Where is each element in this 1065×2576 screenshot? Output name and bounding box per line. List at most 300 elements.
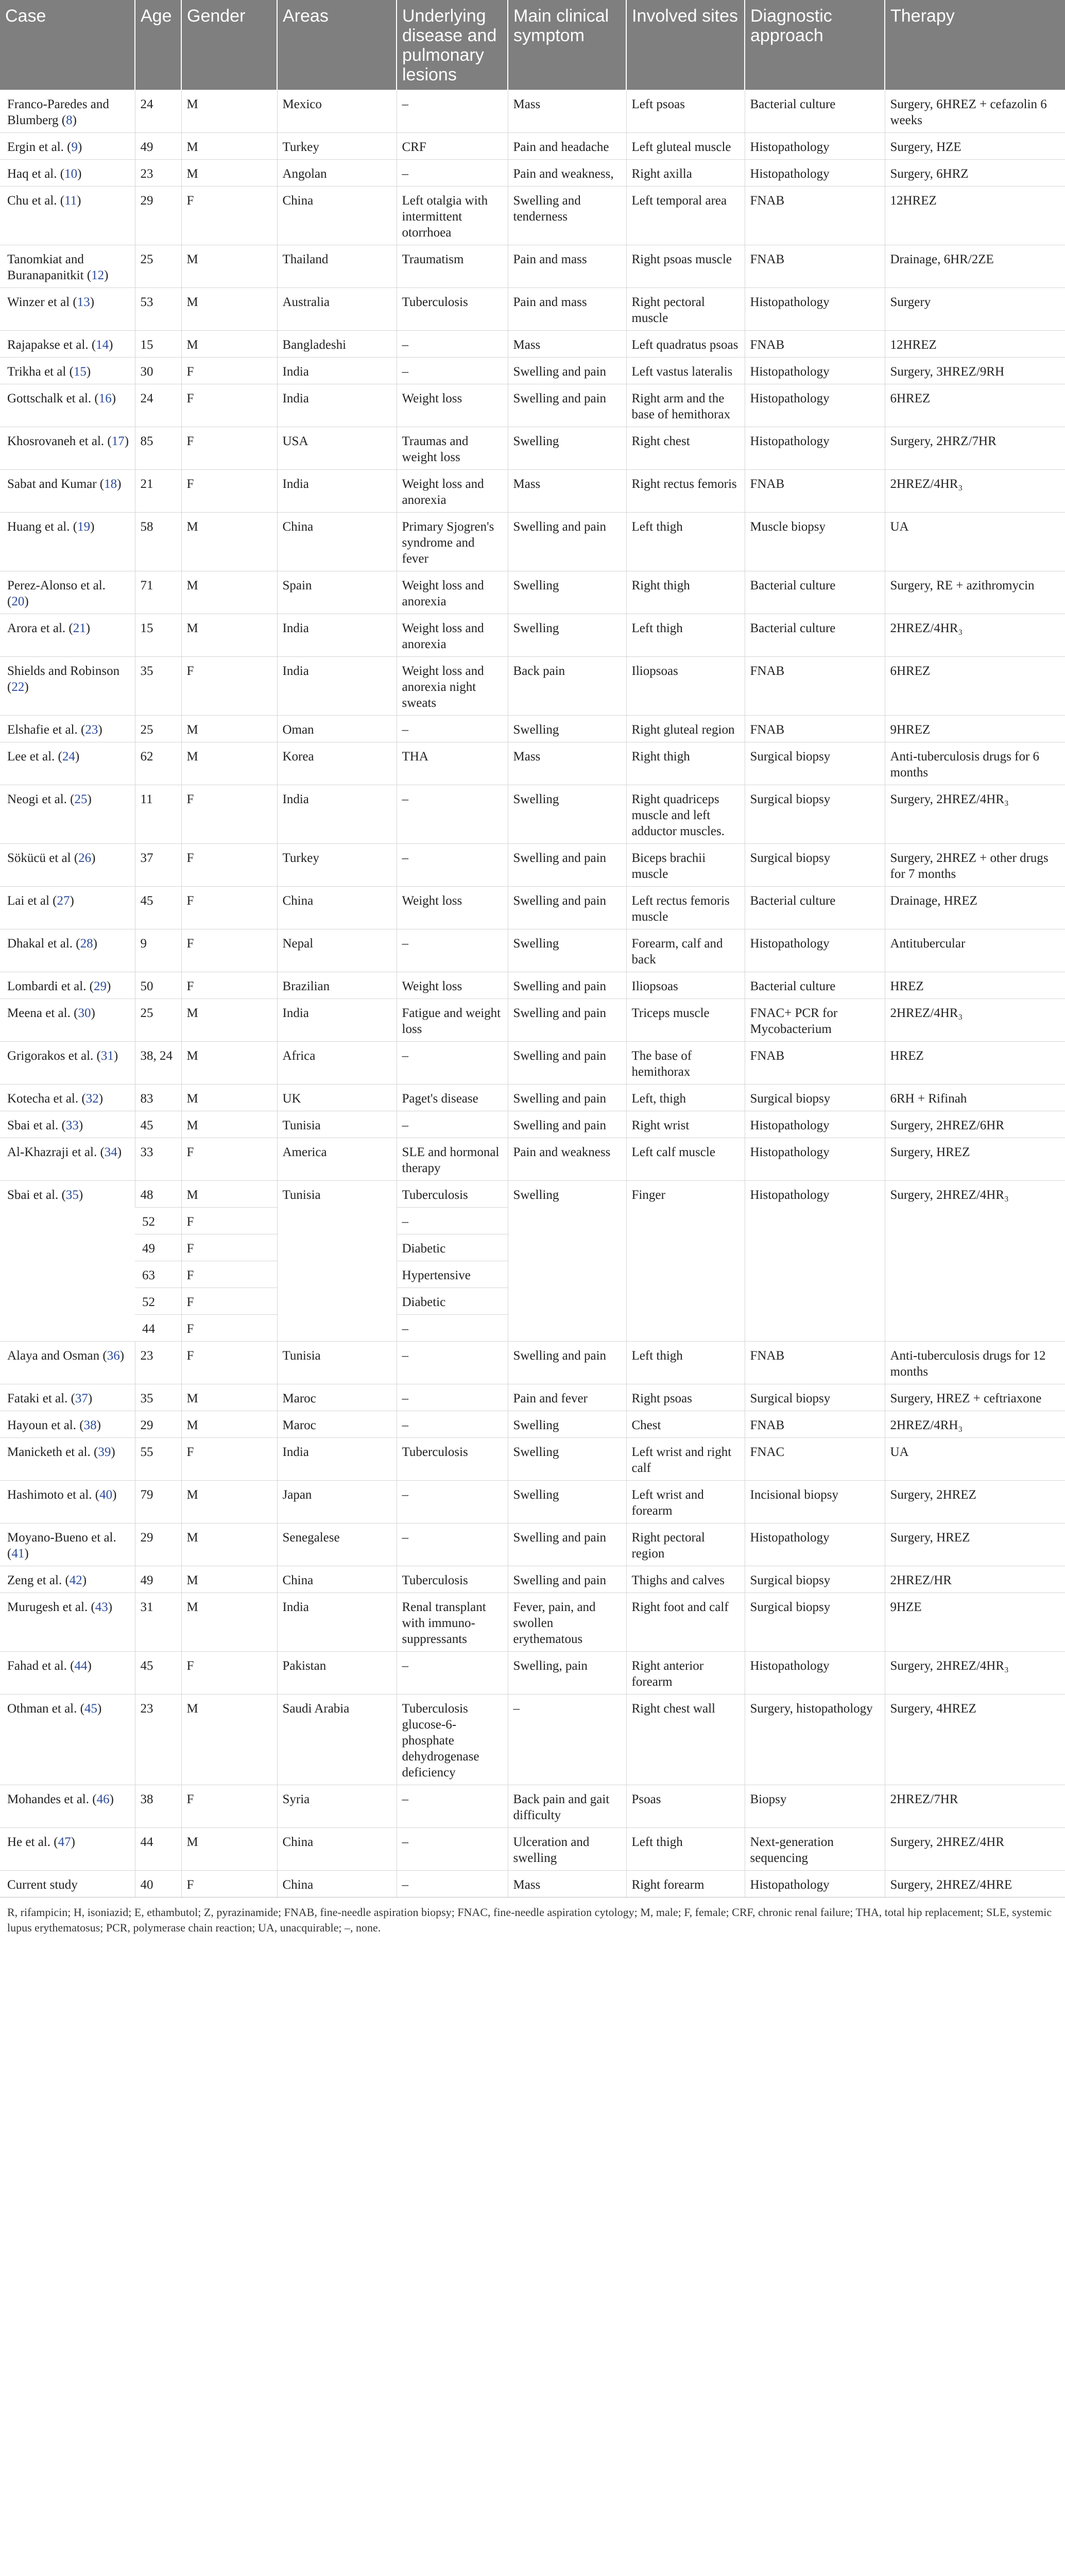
table-row [0, 1785, 1065, 1828]
cell-therapy: Surgery, 2HREZ + other drugs for 7 months [885, 844, 1065, 887]
cell-age: 45 [135, 1652, 181, 1694]
table-row [0, 1084, 1065, 1111]
cell-areas: Pakistan [277, 1652, 397, 1694]
cell-areas: Tunisia [277, 1111, 397, 1138]
case-author-end: ) [90, 520, 95, 534]
cell-therapy: Surgery, 3HREZ/9RH [885, 358, 1065, 384]
case-author: Sökücü et al ( [7, 851, 79, 865]
cell-symptom: Swelling [508, 785, 626, 844]
cell-symptom: Swelling and pain [508, 513, 626, 571]
cell-therapy: Surgery, HREZ + ceftriaxone [885, 1384, 1065, 1411]
cell-sites: Triceps muscle [626, 999, 745, 1042]
cell-areas: Maroc [277, 1411, 397, 1438]
cell-gender: M [181, 1181, 277, 1208]
cell-underlying: – [397, 1315, 508, 1342]
table-row [0, 1481, 1065, 1523]
cell-symptom: Swelling and pain [508, 972, 626, 999]
table-row [0, 1138, 1065, 1181]
cell-therapy: Antitubercular [885, 929, 1065, 972]
reference-link[interactable]: 12 [91, 268, 105, 282]
case-author-end: ) [78, 1118, 83, 1132]
cell-gender: M [181, 288, 277, 331]
table-row [0, 358, 1065, 384]
case-author: Fahad et al. ( [7, 1659, 75, 1673]
cell-symptom: Swelling [508, 929, 626, 972]
cell-therapy: Surgery, RE + azithromycin [885, 571, 1065, 614]
cell-diagnostic: Surgery, histopathology [745, 1694, 885, 1785]
cell-gender: M [181, 716, 277, 742]
cell-therapy: 9HZE [885, 1593, 1065, 1652]
cell-case [0, 742, 135, 785]
cell-therapy: Drainage, 6HR/2ZE [885, 245, 1065, 288]
reference-link[interactable]: 9 [71, 140, 78, 154]
cell-age: 49 [135, 1234, 181, 1261]
cell-areas: Oman [277, 716, 397, 742]
cell-symptom: Pain and mass [508, 288, 626, 331]
cell-case [0, 470, 135, 513]
cell-case [0, 331, 135, 358]
case-author: Current study [7, 1878, 78, 1892]
reference-link[interactable]: 16 [98, 392, 112, 405]
cell-case [0, 1481, 135, 1523]
reference-link[interactable]: 13 [77, 295, 90, 309]
cell-case [0, 785, 135, 844]
cell-areas: Senegalese [277, 1523, 397, 1566]
cell-sites: Left temporal area [626, 187, 745, 245]
cell-sites: Left thigh [626, 1342, 745, 1384]
case-author: Winzer et al ( [7, 295, 77, 309]
cell-case [0, 288, 135, 331]
reference-link[interactable]: 11 [64, 194, 77, 208]
cell-sites: Right thigh [626, 742, 745, 785]
cell-diagnostic: FNAB [745, 1342, 885, 1384]
table-row [0, 1694, 1065, 1785]
table-row [0, 1652, 1065, 1694]
case-author-end: ) [87, 1659, 92, 1673]
cell-age: 79 [135, 1481, 181, 1523]
cell-diagnostic: Histopathology [745, 384, 885, 427]
cell-age: 53 [135, 288, 181, 331]
cell-symptom: Swelling [508, 1181, 626, 1342]
cell-gender: F [181, 1315, 277, 1342]
header-underlying: Underlying disease and pulmonary lesions [397, 0, 508, 90]
cell-underlying: Tuberculosis [397, 1566, 508, 1593]
cell-age: 23 [135, 1342, 181, 1384]
case-author-end: ) [24, 1547, 29, 1561]
case-author: Lai et al ( [7, 894, 57, 908]
cell-symptom: Pain and headache [508, 133, 626, 160]
cell-gender: M [181, 1042, 277, 1084]
reference-link[interactable]: 37 [75, 1392, 88, 1405]
table-row [0, 513, 1065, 571]
cell-gender: F [181, 1438, 277, 1481]
cell-underlying: – [397, 1481, 508, 1523]
cell-underlying: – [397, 1652, 508, 1694]
case-author: Shields and Robinson ( [7, 664, 120, 694]
case-author: Khosrovaneh et al. ( [7, 434, 112, 448]
cell-age: 33 [135, 1138, 181, 1181]
cell-areas: Bangladeshi [277, 331, 397, 358]
cell-age: 45 [135, 1111, 181, 1138]
cell-sites: Right chest wall [626, 1694, 745, 1785]
cell-age: 25 [135, 716, 181, 742]
cell-symptom: Swelling and pain [508, 844, 626, 887]
cell-underlying: – [397, 1342, 508, 1384]
reference-link[interactable]: 31 [100, 1049, 114, 1063]
cell-therapy: Surgery, 2HREZ/6HR [885, 1111, 1065, 1138]
cell-therapy: HREZ [885, 1042, 1065, 1084]
reference-link[interactable]: 41 [11, 1547, 25, 1561]
reference-link[interactable]: 40 [99, 1488, 113, 1502]
cell-gender: M [181, 90, 277, 133]
header-therapy: Therapy [885, 0, 1065, 90]
reference-link[interactable]: 44 [74, 1659, 88, 1673]
reference-link[interactable]: 33 [65, 1118, 79, 1132]
header-areas: Areas [277, 0, 397, 90]
cell-therapy: Surgery, HZE [885, 133, 1065, 160]
case-author-end: ) [104, 268, 109, 282]
case-author: Fataki et al. ( [7, 1392, 75, 1405]
cell-gender: M [181, 614, 277, 657]
cell-underlying: Primary Sjogren's syndrome and fever [397, 513, 508, 571]
cell-sites: Right psoas [626, 1384, 745, 1411]
reference-link[interactable]: 46 [96, 1792, 110, 1806]
reference-link[interactable]: 8 [66, 113, 73, 127]
cell-diagnostic: Surgical biopsy [745, 1384, 885, 1411]
cell-diagnostic: Bacterial culture [745, 90, 885, 133]
cell-underlying: Paget's disease [397, 1084, 508, 1111]
reference-link[interactable]: 42 [69, 1573, 82, 1587]
cell-underlying: Traumas and weight loss [397, 427, 508, 470]
cell-therapy: Surgery, HREZ [885, 1523, 1065, 1566]
cell-areas: Turkey [277, 133, 397, 160]
cell-gender: M [181, 133, 277, 160]
cell-therapy: Surgery, 2HRZ/7HR [885, 427, 1065, 470]
case-author: Rajapakse et al. ( [7, 338, 96, 352]
cell-sites: Right foot and calf [626, 1593, 745, 1652]
cell-underlying: – [397, 1042, 508, 1084]
cell-underlying: Weight loss and anorexia [397, 571, 508, 614]
table-row [0, 785, 1065, 844]
cell-gender: M [181, 1828, 277, 1871]
cell-areas: Syria [277, 1785, 397, 1828]
cell-age: 25 [135, 999, 181, 1042]
cell-areas: India [277, 999, 397, 1042]
case-author-end: ) [90, 295, 95, 309]
cell-underlying: CRF [397, 133, 508, 160]
reference-link[interactable]: 38 [83, 1418, 97, 1432]
cell-underlying: Weight loss [397, 384, 508, 427]
cell-underlying: Tuberculosis glucose-6-phosphate dehydrogenase deficiency [397, 1694, 508, 1785]
case-author-end: ) [82, 1573, 87, 1587]
cell-gender: F [181, 1208, 277, 1234]
cell-case [0, 1438, 135, 1481]
cell-sites: Left vastus lateralis [626, 358, 745, 384]
cell-diagnostic: Histopathology [745, 929, 885, 972]
cell-areas: Tunisia [277, 1181, 397, 1342]
cell-therapy: 6HREZ [885, 384, 1065, 427]
cell-gender: M [181, 513, 277, 571]
table-row [0, 1181, 1065, 1208]
cell-gender: M [181, 1084, 277, 1111]
reference-link[interactable]: 25 [74, 792, 88, 806]
cell-symptom: Swelling and pain [508, 1566, 626, 1593]
cell-diagnostic: Muscle biopsy [745, 513, 885, 571]
case-author: Haq et al. ( [7, 167, 65, 181]
cell-diagnostic: Biopsy [745, 1785, 885, 1828]
reference-link[interactable]: 34 [104, 1145, 117, 1159]
case-author: Zeng et al. ( [7, 1573, 70, 1587]
cell-underlying: Weight loss and anorexia night sweats [397, 657, 508, 716]
case-author-end: ) [91, 1006, 95, 1020]
cell-case [0, 716, 135, 742]
cell-sites: Right gluteal region [626, 716, 745, 742]
cell-age: 55 [135, 1438, 181, 1481]
cell-age: 30 [135, 358, 181, 384]
cell-therapy: 2HREZ/7HR [885, 1785, 1065, 1828]
cell-age: 38, 24 [135, 1042, 181, 1084]
table-row [0, 929, 1065, 972]
cell-diagnostic: Histopathology [745, 1111, 885, 1138]
cell-underlying: Weight loss [397, 972, 508, 999]
case-author: Meena et al. ( [7, 1006, 78, 1020]
case-author: Kotecha et al. ( [7, 1092, 86, 1106]
reference-link[interactable]: 14 [96, 338, 109, 352]
cell-underlying: – [397, 331, 508, 358]
case-author: Elshafie et al. ( [7, 723, 85, 737]
table-row [0, 614, 1065, 657]
reference-link[interactable]: 23 [85, 723, 98, 737]
cell-symptom: Swelling and pain [508, 358, 626, 384]
reference-link[interactable]: 36 [107, 1349, 120, 1363]
cell-areas: China [277, 187, 397, 245]
cell-gender: F [181, 1871, 277, 1897]
cell-underlying: Tuberculosis [397, 1181, 508, 1208]
reference-link[interactable]: 19 [77, 520, 91, 534]
case-author-end: ) [108, 1600, 113, 1614]
table-row [0, 1828, 1065, 1871]
cell-symptom: Swelling, pain [508, 1652, 626, 1694]
cell-therapy: 6HREZ [885, 657, 1065, 716]
cell-sites: Biceps brachii muscle [626, 844, 745, 887]
cell-age: 62 [135, 742, 181, 785]
cell-areas: Thailand [277, 245, 397, 288]
cell-areas: India [277, 358, 397, 384]
reference-link[interactable]: 18 [104, 477, 117, 491]
cell-underlying: – [397, 1208, 508, 1234]
reference-link[interactable]: 39 [98, 1445, 111, 1459]
cell-symptom: Pain and weakness, [508, 160, 626, 187]
cell-sites: Right axilla [626, 160, 745, 187]
cell-underlying: Traumatism [397, 245, 508, 288]
cell-therapy: Surgery, 2HREZ/4HR₃ [885, 1652, 1065, 1694]
case-author-end: ) [72, 113, 77, 127]
cell-age: 25 [135, 245, 181, 288]
case-author: Dhakal et al. ( [7, 937, 80, 951]
table-row [0, 844, 1065, 887]
cell-symptom: Swelling and pain [508, 1342, 626, 1384]
cell-therapy: Surgery, 6HRZ [885, 160, 1065, 187]
header-symptom: Main clinical symptom [508, 0, 626, 90]
cell-areas: Angolan [277, 160, 397, 187]
cell-sites: Iliopsoas [626, 972, 745, 999]
cell-underlying: Renal transplant with immuno-suppressants [397, 1593, 508, 1652]
cell-diagnostic: Histopathology [745, 358, 885, 384]
cell-areas: China [277, 1871, 397, 1897]
reference-link[interactable]: 35 [65, 1188, 79, 1202]
case-author-end: ) [78, 140, 82, 154]
cell-sites: Right wrist [626, 1111, 745, 1138]
reference-link[interactable]: 15 [73, 365, 87, 379]
cell-diagnostic: FNAB [745, 1411, 885, 1438]
cell-age: 71 [135, 571, 181, 614]
cell-underlying: Tuberculosis [397, 288, 508, 331]
cell-underlying: – [397, 1523, 508, 1566]
reference-link[interactable]: 43 [95, 1600, 108, 1614]
table-row [0, 384, 1065, 427]
cell-case [0, 1785, 135, 1828]
cell-sites: Left thigh [626, 513, 745, 571]
cell-underlying: – [397, 844, 508, 887]
cell-case [0, 160, 135, 187]
header-sites: Involved sites [626, 0, 745, 90]
cell-sites: Left thigh [626, 614, 745, 657]
cell-areas: China [277, 887, 397, 929]
cell-diagnostic: Bacterial culture [745, 972, 885, 999]
cell-gender: M [181, 1481, 277, 1523]
cell-diagnostic: FNAB [745, 657, 885, 716]
case-author: Tanomkiat and Buranapanitkit ( [7, 252, 92, 282]
cell-case [0, 1342, 135, 1384]
table-row [0, 571, 1065, 614]
cell-gender: M [181, 1111, 277, 1138]
cell-underlying: – [397, 785, 508, 844]
cell-case [0, 1384, 135, 1411]
cell-diagnostic: Histopathology [745, 133, 885, 160]
reference-link[interactable]: 45 [84, 1702, 97, 1716]
cell-sites: Left rectus femoris muscle [626, 887, 745, 929]
cell-diagnostic: Histopathology [745, 1652, 885, 1694]
cell-gender: M [181, 331, 277, 358]
reference-link[interactable]: 30 [78, 1006, 91, 1020]
cell-diagnostic: FNAC+ PCR for Mycobacterium [745, 999, 885, 1042]
cell-sites: Left gluteal muscle [626, 133, 745, 160]
case-author: Moyano-Bueno et al. ( [7, 1531, 116, 1561]
cell-symptom: – [508, 1694, 626, 1785]
case-author-end: ) [98, 723, 102, 737]
cell-symptom: Swelling [508, 614, 626, 657]
cell-therapy: Surgery, HREZ [885, 1138, 1065, 1181]
case-author-end: ) [77, 167, 82, 181]
cell-age: 37 [135, 844, 181, 887]
reference-link[interactable]: 10 [64, 167, 78, 181]
case-author: Ergin et al. ( [7, 140, 72, 154]
cell-case [0, 1694, 135, 1785]
case-author-end: ) [70, 894, 74, 908]
table-row [0, 716, 1065, 742]
cell-symptom: Swelling and pain [508, 999, 626, 1042]
cell-symptom: Swelling [508, 1411, 626, 1438]
cell-age: 58 [135, 513, 181, 571]
cell-gender: M [181, 1411, 277, 1438]
cell-therapy: Surgery, 4HREZ [885, 1694, 1065, 1785]
cell-diagnostic: Histopathology [745, 1181, 885, 1342]
cell-gender: F [181, 929, 277, 972]
reference-link[interactable]: 22 [11, 680, 25, 694]
cell-case [0, 1828, 135, 1871]
cell-case [0, 1111, 135, 1138]
cell-underlying: Weight loss and anorexia [397, 614, 508, 657]
cell-gender: F [181, 1261, 277, 1288]
cell-underlying: Weight loss [397, 887, 508, 929]
case-author: Arora et al. ( [7, 621, 73, 635]
cell-sites: Left quadratus psoas [626, 331, 745, 358]
cell-therapy: Surgery, 2HREZ/4HR₃ [885, 785, 1065, 844]
cell-therapy: 2HREZ/4RH₃ [885, 1411, 1065, 1438]
case-author-end: ) [24, 595, 29, 608]
cell-symptom: Mass [508, 1871, 626, 1897]
reference-link[interactable]: 17 [111, 434, 125, 448]
cell-age: 85 [135, 427, 181, 470]
reference-link[interactable]: 28 [80, 937, 93, 951]
cell-case [0, 929, 135, 972]
case-author: Huang et al. ( [7, 520, 78, 534]
cell-areas: Maroc [277, 1384, 397, 1411]
header-gender: Gender [181, 0, 277, 90]
cell-case [0, 1652, 135, 1694]
case-author-end: ) [97, 1702, 102, 1716]
table-row [0, 657, 1065, 716]
reference-link[interactable]: 20 [11, 595, 25, 608]
case-author-end: ) [87, 792, 92, 806]
table-row [0, 187, 1065, 245]
cell-areas: China [277, 1566, 397, 1593]
cell-gender: M [181, 742, 277, 785]
cell-age: 29 [135, 187, 181, 245]
cell-gender: F [181, 1288, 277, 1315]
cell-therapy: Anti-tuberculosis drugs for 6 months [885, 742, 1065, 785]
reference-link[interactable]: 32 [85, 1092, 99, 1106]
cell-case [0, 427, 135, 470]
cell-case [0, 614, 135, 657]
table-row [0, 1871, 1065, 1897]
reference-link[interactable]: 24 [62, 750, 75, 764]
reference-link[interactable]: 26 [78, 851, 92, 865]
reference-link[interactable]: 47 [58, 1835, 71, 1849]
table-row [0, 1342, 1065, 1384]
cell-sites: Right pectoral muscle [626, 288, 745, 331]
cell-gender: F [181, 1342, 277, 1384]
cell-underlying: THA [397, 742, 508, 785]
case-author: Neogi et al. ( [7, 792, 75, 806]
case-author: Sbai et al. ( [7, 1188, 66, 1202]
header-diagnostic: Diagnostic approach [745, 0, 885, 90]
case-author: Alaya and Osman ( [7, 1349, 107, 1363]
cell-age: 15 [135, 614, 181, 657]
cell-underlying: Left otalgia with intermittent otorrhoea [397, 187, 508, 245]
cell-sites: Left calf muscle [626, 1138, 745, 1181]
reference-link[interactable]: 27 [57, 894, 70, 908]
case-author: Al-Khazraji et al. ( [7, 1145, 105, 1159]
reference-link[interactable]: 21 [73, 621, 86, 635]
cell-age: 48 [135, 1181, 181, 1208]
cell-diagnostic: FNAB [745, 187, 885, 245]
cell-case [0, 571, 135, 614]
cell-sites: Forearm, calf and back [626, 929, 745, 972]
cell-underlying: – [397, 1785, 508, 1828]
cell-therapy: 2HREZ/HR [885, 1566, 1065, 1593]
reference-link[interactable]: 29 [94, 979, 107, 993]
